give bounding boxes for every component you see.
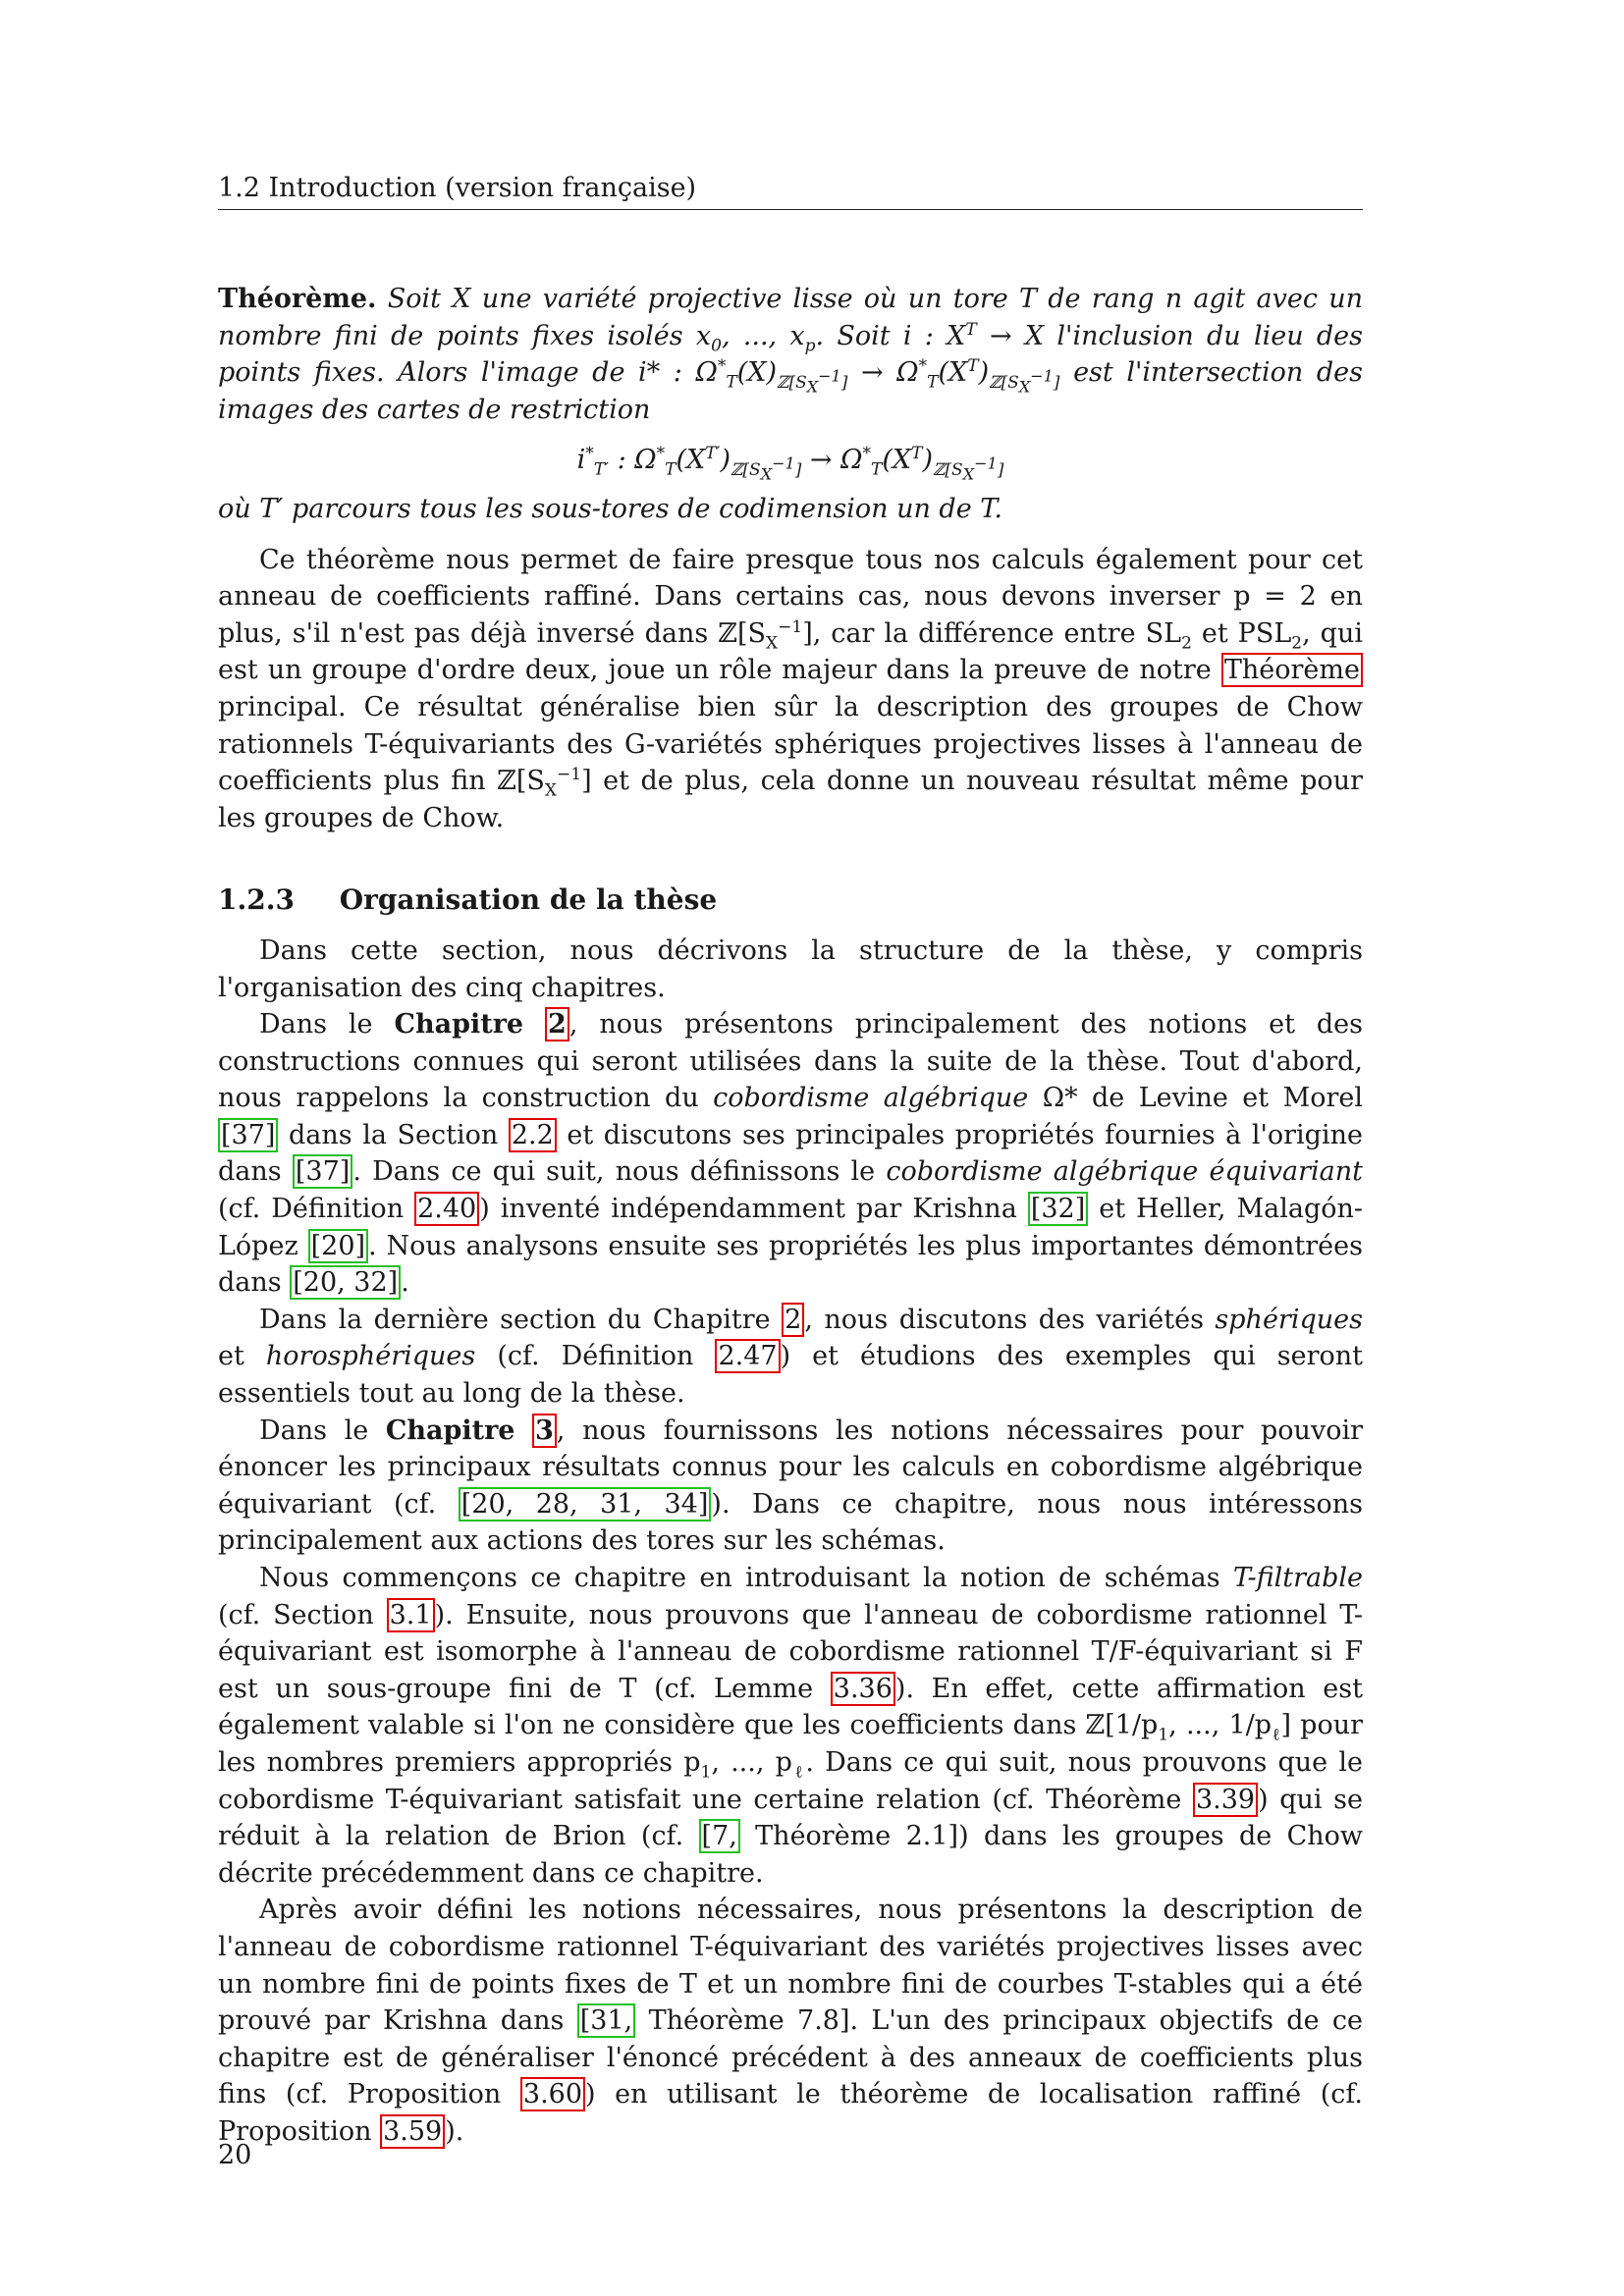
text: ], car la différence entre SL bbox=[802, 617, 1182, 649]
paragraph bbox=[218, 1006, 1363, 1302]
text: ) en utilisant le théorème de localisation raffiné (cf. Proposition bbox=[218, 2079, 1363, 2147]
text: Ce théorème nous permet de faire presque tous nos calculs également pour cet anneau de coefficients raffiné. Dans certains cas, nous devons inverser p = 2 en plus, s'il n'est pas déjà inversé dans ℤ[S bbox=[218, 544, 1363, 649]
text: et Heller, Malagón-López bbox=[218, 1194, 1363, 1261]
emphasis: cobordisme algébrique bbox=[713, 1083, 1029, 1114]
section-heading bbox=[218, 881, 1363, 919]
text: . bbox=[401, 1267, 409, 1299]
text: Dans le bbox=[259, 1009, 373, 1041]
definition-link[interactable]: 2.40 bbox=[414, 1192, 479, 1226]
text: ). bbox=[445, 2115, 464, 2147]
chapter-link[interactable]: 2 bbox=[545, 1007, 569, 1041]
text: . Nous analysons ensuite ses propriétés les plus importantes démontrées dans bbox=[218, 1230, 1363, 1299]
text: ] et de plus, cela donne un nouveau résultat même pour les groupes de Chow. bbox=[218, 766, 1363, 833]
text: (cf. Section bbox=[218, 1599, 374, 1630]
text: principal. Ce résultat généralise bien sûr la description des groupes de Chow rationnels T-équivariants des G-variétés sphériques projectives lisses à l'anneau de coefficients plus fin ℤ[S bbox=[218, 691, 1363, 797]
theorem-link[interactable]: 3.39 bbox=[1193, 1783, 1258, 1817]
main-content bbox=[218, 281, 1363, 2151]
citation-link[interactable]: [20, 32] bbox=[290, 1265, 401, 1300]
text: (cf. Définition bbox=[497, 1341, 694, 1372]
citation-link[interactable]: [32] bbox=[1028, 1192, 1088, 1226]
text: ) qui se réduit à la relation de Brion (cf. bbox=[218, 1784, 1363, 1852]
text: . Dans ce qui suit, nous prouvons que le cobordisme T-équivariant satisfait une certaine relation (cf. Théorème bbox=[218, 1746, 1363, 1815]
theorem-link[interactable]: Théorème bbox=[1221, 653, 1363, 687]
text: Nous commençons ce chapitre en introduisant la notion de schémas bbox=[259, 1563, 1220, 1593]
text: Ω* de Levine et Morel bbox=[1042, 1083, 1363, 1114]
paragraph: Nous commençons ce chapitre en introduisant la notion de schémas T-filtrable (cf. Section 3.1 ). Ensuite, nous prouvons que l'anneau de cobordisme rationnel T-équivariant est isomorphe à l'anneau de cobordisme rationnel T/F-équivariant si F est un sous-groupe fini de T (cf. Lemme 3.36 ). En effet, cette affirmation est également valable si l'on ne considère que les coefficients dans $ℤ[1/p_1$, ..., $1/p_\ell$] pour les nombres premiers appropriés $p_1$, ..., $p_\ell$. Dans ce qui suit, nous prouvons que le cobordisme T-équivariant satisfait une certaine relation (cf. Théorème 3.39 ) qui se réduit à la relation de Brion (cf. [7, Théorème 2.1]) dans les groupes de Chow décrite précédemment dans ce chapitre. bbox=[218, 1563, 1364, 1889]
paragraph bbox=[218, 1413, 1363, 1560]
text: , nous présentons principalement des notions et des constructions connues qui seront utilisées dans la suite de la thèse. Tout d'abord, nous rappelons la construction du bbox=[218, 1009, 1363, 1114]
theorem-conclusion: où T′ parcours tous les sous-tores de codimension un de T. bbox=[218, 493, 1002, 524]
text: Après avoir défini les notions nécessaires, nous présentons la description de l'anneau de cobordisme rationnel T-équivariant des variétés projectives lisses avec un nombre fini de points fixes de T et un nombre fini de courbes T-stables qui a été prouvé par Krishna dans bbox=[218, 1895, 1363, 2037]
proposition-link[interactable]: 3.59 bbox=[380, 2114, 445, 2149]
text: ) et étudions des exemples qui seront essentiels tout au long de la thèse. bbox=[218, 1341, 1363, 1410]
text: et discutons ses principales propriétés fournies à l'origine dans bbox=[218, 1119, 1363, 1188]
running-header: 1.2 Introduction (version française) bbox=[218, 173, 1363, 210]
text: ). Dans ce chapitre, nous nous intéressons principalement aux actions des tores sur les schémas. bbox=[218, 1488, 1364, 1557]
section-number: 1.2.3 bbox=[218, 883, 295, 917]
emphasis: sphériques bbox=[1215, 1304, 1363, 1335]
citation-link[interactable]: [37] bbox=[293, 1154, 352, 1189]
text: Théorème 7.8]. L'un des principaux objectifs de ce chapitre est de généraliser l'énoncé précédent à des anneaux de coefficients plus fins (cf. Proposition bbox=[218, 2005, 1363, 2110]
text: ). En effet, cette affirmation est également valable si l'on ne considère que les coefficients dans ℤ[ bbox=[218, 1673, 1363, 1741]
text: Chapitre bbox=[385, 1415, 515, 1446]
text: et PSL bbox=[1201, 617, 1292, 649]
text: , nous fournissons les notions nécessaires pour pouvoir énoncer les principaux résultats connus pour les calculs en cobordisme algébrique équivariant (cf. bbox=[218, 1415, 1363, 1520]
page-number: 20 bbox=[218, 2140, 252, 2170]
text: Chapitre bbox=[394, 1009, 524, 1041]
text: ) inventé indépendamment par Krishna bbox=[479, 1194, 1017, 1225]
text: dans la Section bbox=[289, 1119, 499, 1150]
paragraph bbox=[218, 1302, 1363, 1413]
text: , nous discutons des variétés bbox=[804, 1304, 1204, 1335]
emphasis: T-filtrable bbox=[1232, 1563, 1363, 1593]
citation-link[interactable]: [20, 28, 31, 34] bbox=[459, 1487, 712, 1522]
section-title: Organisation de la thèse bbox=[339, 883, 718, 917]
definition-link[interactable]: 2.47 bbox=[715, 1339, 780, 1373]
theorem: Théorème. Soit X une variété projective lisse où un tore T de rang n agit avec un nombre fini de points fixes isolés $x_0$, ..., $x_p$. Soit i : $X^T \to X$ l'inclusion du lieu des points fixes. Alors l'image de i* : $\Omega^*_T(X)_{ℤ[S_X^{-1}]} \to \Omega^*_T(X^T)_{ℤ[S_X^{-1}]}$ est l'intersection des images des cartes de restriction bbox=[218, 284, 1363, 425]
citation-link[interactable]: [37] bbox=[218, 1118, 278, 1152]
section-link[interactable]: 2.2 bbox=[509, 1118, 557, 1152]
citation-link[interactable]: [7, bbox=[699, 1819, 740, 1853]
theorem-text: est l'intersection des images des cartes de restriction bbox=[218, 357, 1363, 425]
text: Dans la dernière section du Chapitre bbox=[259, 1304, 771, 1335]
text: ] pour les nombres premiers appropriés p bbox=[218, 1710, 1364, 1778]
emphasis: horosphériques bbox=[265, 1341, 476, 1372]
text: Dans le bbox=[259, 1415, 369, 1446]
paragraph bbox=[218, 1892, 1363, 2150]
text: Théorème 2.1]) dans les groupes de Chow décrite précédemment dans ce chapitre. bbox=[218, 1821, 1363, 1889]
text: (cf. Définition bbox=[218, 1194, 405, 1225]
text: , qui est un groupe d'ordre deux, joue un rôle majeur dans la preuve de notre bbox=[218, 617, 1363, 686]
paragraph: Dans cette section, nous décrivons la structure de la thèse, y compris l'organisation des cinq chapitres. bbox=[218, 934, 1363, 1003]
chapter-link[interactable]: 2 bbox=[782, 1303, 804, 1337]
citation-link[interactable]: [31, bbox=[577, 2003, 635, 2038]
theorem-text: → X l'inclusion du lieu des points fixes. Alors l'image de i* : Ω bbox=[218, 320, 1363, 389]
text: ). Ensuite, nous prouvons que l'anneau de cobordisme rationnel T-équivariant est isomorphe à l'anneau de cobordisme rationnel T/F-équivariant si F est un sous-groupe fini de T (cf. Lemme bbox=[218, 1599, 1363, 1704]
emphasis: cobordisme algébrique équivariant bbox=[886, 1156, 1363, 1188]
text: . Dans ce qui suit, nous définissons le bbox=[352, 1156, 876, 1188]
text: et bbox=[218, 1341, 244, 1372]
display-formula: $i^*_{T'}$ : $\Omega^*_T(X^{T'})_{ℤ[S_X^{-1}]} \to \Omega^*_T(X^T)_{ℤ[S_X^{-1}]}$ bbox=[576, 444, 1004, 484]
lemma-link[interactable]: 3.36 bbox=[831, 1672, 895, 1706]
theorem-label: Théorème. bbox=[218, 284, 377, 314]
paragraph: Ce théorème nous permet de faire presque tous nos calculs également pour cet anneau de coefficients raffiné. Dans certains cas, nous devons inverser p = 2 en plus, s'il n'est pas déjà inversé dans $ℤ[S_X^{-1}]$, car la différence entre $SL_2$ et $PSL_2$, qui est un groupe d'ordre deux, joue un rôle majeur dans la preuve de notre Théorème principal. Ce résultat généralise bien sûr la description des groupes de Chow rationnels T-équivariants des G-variétés sphériques projectives lisses à l'anneau de coefficients plus fin $ℤ[S_X^{-1}]$ et de plus, cela donne un nouveau résultat même pour les groupes de Chow. bbox=[218, 544, 1363, 833]
theorem-text: Soit i : X bbox=[837, 320, 966, 351]
proposition-link[interactable]: 3.60 bbox=[520, 2077, 585, 2111]
section-link[interactable]: 3.1 bbox=[387, 1598, 435, 1632]
citation-link[interactable]: [20] bbox=[308, 1229, 368, 1263]
theorem-text: Soit X une variété projective lisse où un tore T de rang n agit avec un nombre fini de points fixes isolés x bbox=[218, 284, 1363, 351]
chapter-link[interactable]: 3 bbox=[532, 1414, 557, 1448]
